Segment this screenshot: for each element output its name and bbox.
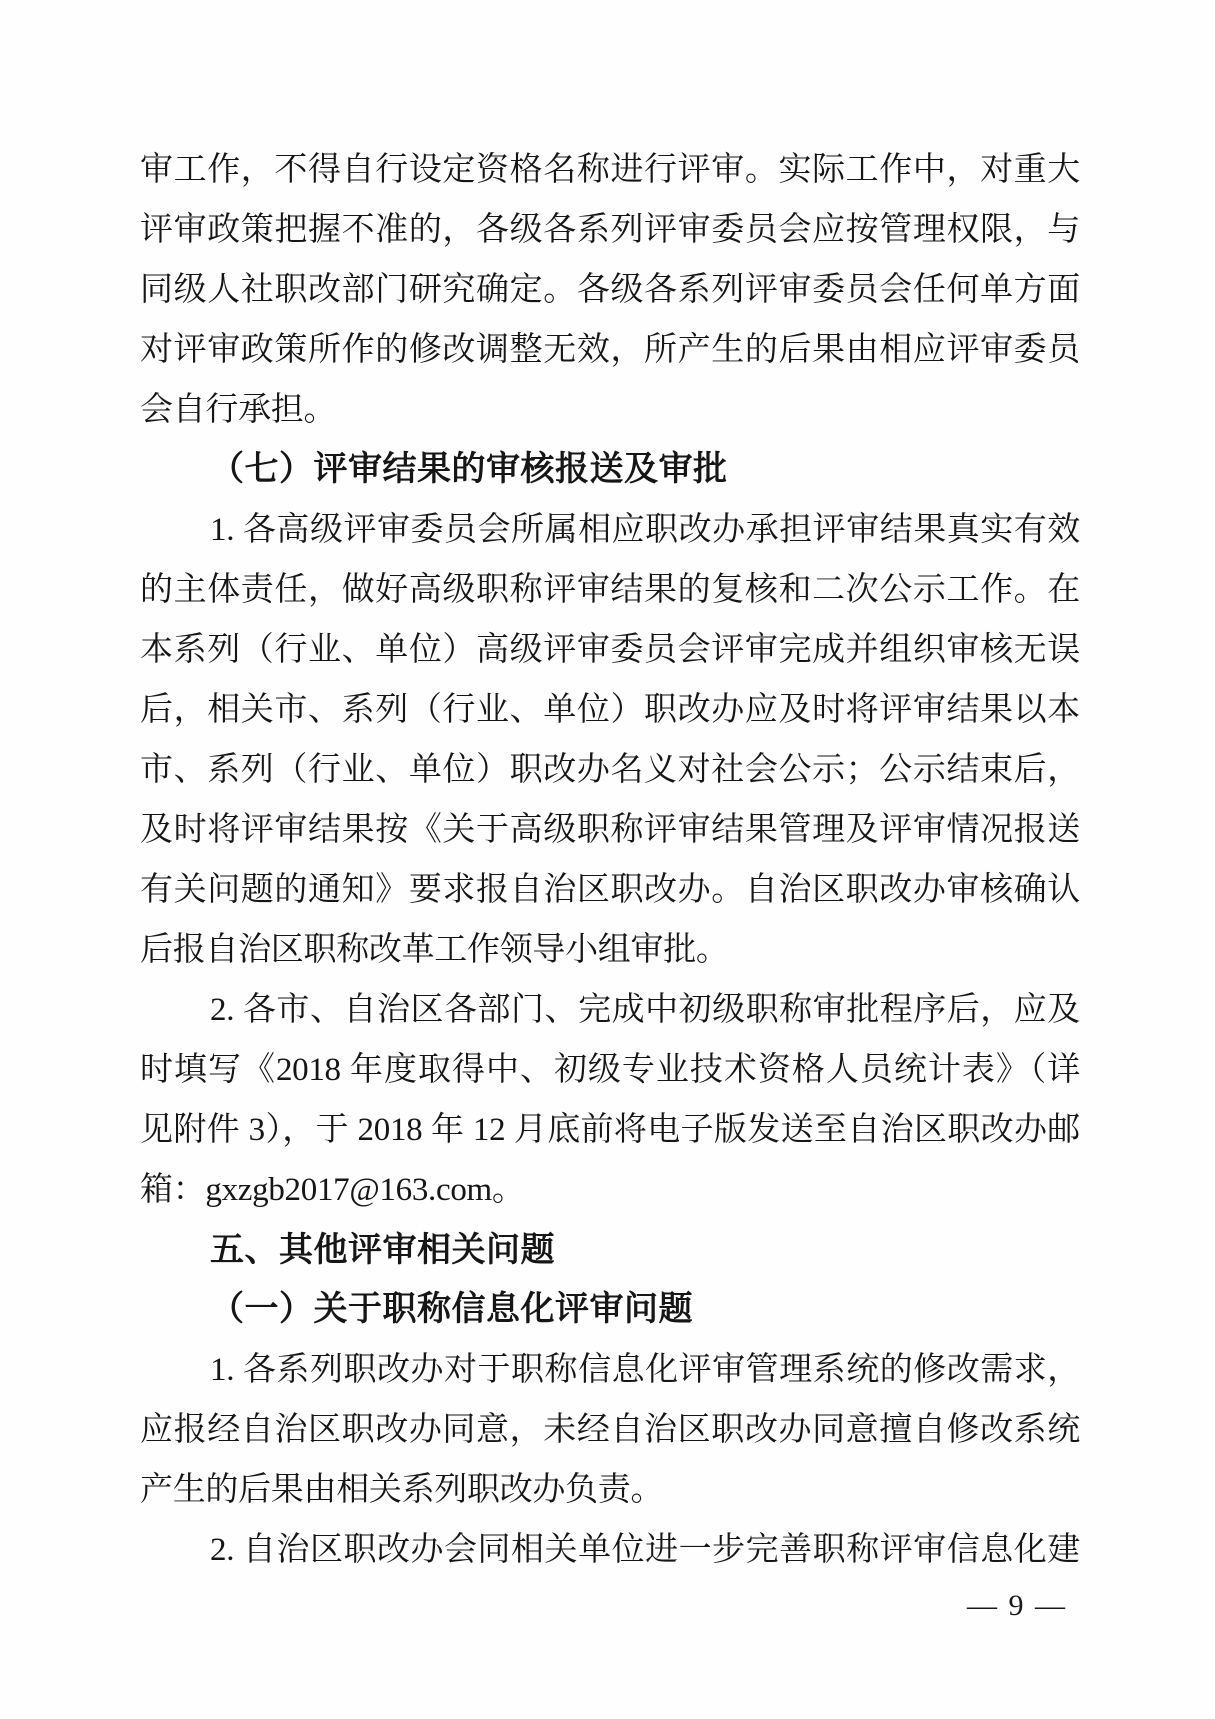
text-line: 2. 自治区职改办会同相关单位进一步完善职称评审信息化建 [210,1532,1080,1568]
text-line: 时填写《2018 年度取得中、初级专业技术资格人员统计表》（详 [140,1052,1080,1088]
text-line: 产生的后果由相关系列职改办负责。 [140,1472,664,1508]
section-heading: （七）评审结果的审核报送及审批 [210,451,728,488]
text-line: 审工作，不得自行设定资格名称进行评审。实际工作中，对重大 [140,152,1080,188]
text-line: 1. 各系列职改办对于职称信息化评审管理系统的修改需求， [210,1352,1080,1388]
text-line: 见附件 3），于 2018 年 12 月底前将电子版发送至自治区职改办邮 [140,1112,1080,1148]
text-line: 及时将评审结果按《关于高级职称评审结果管理及评审情况报送 [140,812,1080,848]
section-heading: 五、其他评审相关问题 [210,1231,555,1269]
text-line: 会自行承担。 [140,392,337,428]
text-line: 后，相关市、系列（行业、单位）职改办应及时将评审结果以本 [140,692,1080,728]
text-line: 箱：gxzgb2017@163.com。 [140,1172,525,1208]
text-line: 应报经自治区职改办同意，未经自治区职改办同意擅自修改系统 [140,1412,1080,1448]
text-line: 有关问题的通知》要求报自治区职改办。自治区职改办审核确认 [140,872,1080,908]
text-line: 同级人社职改部门研究确定。各级各系列评审委员会任何单方面 [140,272,1080,308]
text-line: 的主体责任，做好高级职称评审结果的复核和二次公示工作。在 [140,572,1080,608]
text-line: 评审政策把握不准的，各级各系列评审委员会应按管理权限，与 [140,212,1080,248]
section-heading: （一）关于职称信息化评审问题 [210,1291,693,1328]
text-line: 后报自治区职称改革工作领导小组审批。 [140,932,729,968]
text-line: 1. 各高级评审委员会所属相应职改办承担评审结果真实有效 [210,512,1080,548]
document-text-block [140,140,1080,1580]
text-line: 对评审政策所作的修改调整无效，所产生的后果由相应评审委员 [140,332,1080,368]
text-line: 本系列（行业、单位）高级评审委员会评审完成并组织审核无误 [140,632,1080,668]
text-line: 市、系列（行业、单位）职改办名义对社会公示；公示结束后， [140,752,1080,788]
page-number: — 9 — [967,1589,1067,1622]
text-line: 2. 各市、自治区各部门、完成中初级职称审批程序后，应及 [210,992,1080,1028]
